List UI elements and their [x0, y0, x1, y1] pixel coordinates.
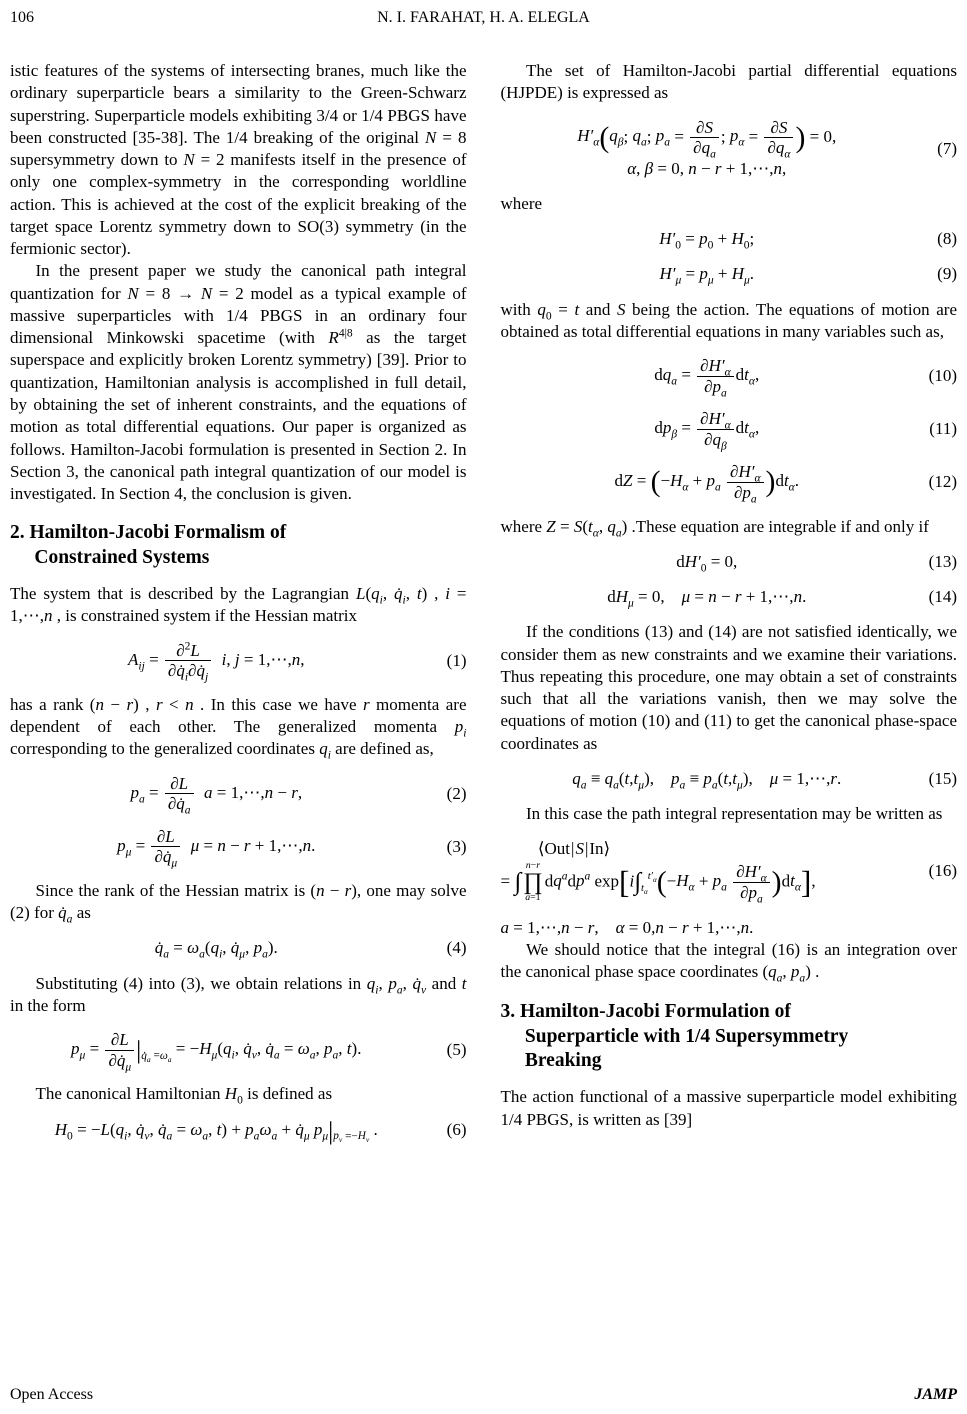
where-label: where [500, 193, 543, 213]
section-heading-line: 3. Hamilton-Jacobi Formulation of [500, 1000, 791, 1022]
left-column [10, 60, 467, 1154]
equation-body: $dH'_0 = 0$, [676, 551, 738, 575]
two-column-body [10, 60, 957, 1154]
equation-1 [10, 639, 467, 684]
equation-12 [501, 462, 958, 506]
paragraph: In this case the path integral representation may be written as [526, 804, 943, 824]
page-footer [10, 1385, 957, 1406]
equation-6 [10, 1115, 467, 1145]
equation-number: (12) [928, 472, 957, 492]
equation-number: (9) [937, 264, 957, 284]
page-number: 106 [10, 9, 34, 26]
equation-line: ⟨Out|S|In⟩ [537, 839, 611, 859]
equation-body: $q̇_a = \omega_a(q_i$, $q̇_\mu$, $p_a$). [154, 938, 278, 961]
equation-number: (10) [928, 366, 957, 386]
equation-body: $H'_0 = p_0 + H_0$; [659, 229, 755, 252]
open-access-label: Open Access [10, 1386, 94, 1404]
equation-10 [501, 356, 958, 400]
paragraph: The canonical Hamiltonian $H_0$ is defined as [35, 1084, 333, 1107]
equation-body: $p_a$ = $\frac{\partial L}{\partial q̇_a}$ a = 1,⋯,n − r, [130, 773, 303, 817]
equation-line: = ∫ n−r ∏ a=1 $dq^adp^a$ $\exp[i\int_{t_\alpha}^{t'_\alpha}(-H_\alpha + p_a$ $\frac{\partial H'_\alpha}{\partial p_a}$ )$dt_\alpha$], [500, 859, 816, 906]
paragraph: The system that is described by the Lagrangian $L(q_i$, $q̇_i$, t) , i = 1,⋯,n , is constrained system if the Hessian matrix [10, 584, 467, 626]
equation-body: dZ = ($-H_\alpha + p_a$ $\frac{\partial H'_\alpha}{\partial p_a}$ )$dt_\alpha$. [614, 462, 799, 506]
equation-16 [500, 838, 958, 906]
equation-body [500, 838, 914, 906]
equation-body: $dq_a$ = $\frac{\partial H'_\alpha}{\partial p_a}$ $dt_\alpha$, [654, 356, 760, 400]
equation-number: (14) [928, 587, 957, 607]
right-column [501, 60, 958, 1154]
equation-line: $H'_\alpha(q_\beta$; $q_a$; $p_a$ = $\frac{\partial S}{\partial q_a}$ ; $p_\alpha$ = $\frac{\partial S}{\partial q_\alpha}$ ) = 0, [577, 117, 837, 161]
equation-16-conditions: a = 1,⋯,n − r, α = 0,n − r + 1,⋯,n. [500, 917, 754, 937]
equation-number: (7) [937, 138, 957, 158]
equation-number: (4) [446, 938, 467, 958]
equation-number: (6) [446, 1119, 467, 1139]
equation-number: (16) [928, 860, 957, 880]
equation-number: (15) [928, 768, 957, 788]
equation-body: $H'_\mu = p_\mu + H_\mu$. [659, 264, 755, 287]
equation-body: $H_0 = -L(q_i$, $q̇_\nu$, $q̇_a = \omega_a$, $t) + p_a\omega_a$ + $q̇_\mu$ $p_\mu|_{p_\nu =-H_\nu}$ . [54, 1115, 378, 1145]
section-heading-line: Superparticle with 1/4 Supersymmetry [524, 1025, 849, 1047]
paragraph: The action functional of a massive superparticle model exhibiting 1/4 PBGS, is written as [39] [500, 1087, 957, 1129]
equation-number: (2) [446, 783, 467, 803]
section-heading-line: Breaking [524, 1050, 602, 1072]
equation-2 [10, 773, 467, 817]
equation-4 [10, 937, 467, 959]
paragraph: with $q_0 = t$ and S being the action. The equations of motion are obtained as total differential equations in many variables such as, [500, 299, 957, 341]
equation-body: $A_{ij}$ = $\frac{\partial^2L}{\partial q̇_i\partial q̇_j}$ i, j = 1,⋯,n, [128, 639, 305, 684]
running-authors: N. I. FARAHAT, H. A. ELEGLA [377, 9, 590, 26]
paragraph: has a rank (n − r) , r < n . In this case we have r momenta are dependent of each other. The generalized momenta $p_i$ corresponding to the generalized coordinates $q_i$ are defined as, [10, 694, 467, 762]
equation-11 [501, 409, 958, 453]
page-header [10, 8, 957, 34]
equation-number: (13) [928, 551, 957, 571]
equation-number: (5) [446, 1040, 467, 1060]
paragraph: If the conditions (13) and (14) are not satisfied identically, we consider them as new constraints and we examine their variations. Thus repeating this procedure, one may obtain a set of constraints such that all the variations vanish, then we may solve the equations of motion (10) and (11) to get the canonical phase-space coordinates as [500, 622, 957, 753]
equation-body: $q_a \equiv q_a(t,t_\mu)$, $p_a \equiv p_a(t,t_\mu)$, μ = 1,⋯,r. [572, 768, 842, 792]
equation-number: (11) [929, 419, 957, 439]
journal-abbreviation: JAMP [914, 1386, 957, 1404]
section-heading-3 [501, 1000, 958, 1075]
paragraph: where $Z = S(t_\alpha$, $q_a$) .These equation are integrable if and only if [500, 516, 929, 539]
section-heading-line: Constrained Systems [34, 547, 210, 569]
equation-8 [501, 228, 958, 250]
equation-body: $p_\mu$ = $\frac{\partial L}{\partial q̇_\mu}$ $|_{q̇_a =\omega_a} = -H_\mu(q_i$, $q̇_\nu$, $q̇_a = \omega_a$, $p_a$, t). [71, 1030, 362, 1074]
equation-body: $dH_\mu = 0$, μ = n − r + 1,⋯,n. [607, 587, 807, 610]
paragraph: istic features of the systems of intersecting branes, much like the ordinary superparticle bears a similarity to the Green-Schwarz superstring. Superparticle models exhibiting 3/4 or 1/4 PBGS have been constructed [35-38]. The 1/4 breaking of the original N = 8 supersymmetry down to N = 2 manifests itself in the presence of only one complex-symmetry in the corresponding worldline action. This is achieved at the cost of the explicit breaking of the target space Lorentz symmetry down to SO(3) symmetry (in the fermionic sector). [10, 61, 467, 259]
equation-body [501, 118, 914, 180]
equation-number: (1) [446, 650, 467, 670]
paragraph: Since the rank of the Hessian matrix is (n − r), one may solve (2) for $q̇_a$ as [10, 880, 467, 926]
equation-9 [501, 263, 958, 285]
equation-line: α, β = 0, n − r + 1,⋯,n, [627, 158, 787, 178]
equation-5 [10, 1030, 467, 1074]
equation-body: $p_\mu$ = $\frac{\partial L}{\partial q̇_\mu}$ μ = n − r + 1,⋯,n. [117, 826, 316, 870]
equation-7 [501, 118, 958, 180]
section-heading-2 [10, 521, 467, 571]
equation-number: (3) [446, 836, 467, 856]
equation-number: (8) [937, 229, 957, 249]
paragraph: We should notice that the integral (16) is an integration over the canonical phase space coordinates ($q_a$, $p_a$) . [500, 940, 957, 985]
equation-13 [501, 551, 958, 573]
equation-14 [501, 586, 958, 608]
paragraph: In the present paper we study the canonical path integral quantization for N = 8 → N = 2 model as a typical example of massive superparticles with 1/4 PBGS in an ordinary four dimensional Minkowski spacetime (with $R^{4|8}$ as the target superspace and explicitly broken Lorentz symmetry) [39]. Prior to quantization, Hamiltonian analysis is accomplished in full detail, by obtaining the set of inherent constraints, and the equations of motion as total differential equations. Our paper is organized as follows. Hamilton-Jacobi formulation is presented in Section 2. In Section 3, the canonical path integral quantization of our model is investigated. In Section 4, the conclusion is given. [10, 261, 467, 504]
paragraph: Substituting (4) into (3), we obtain relations in $q_i$, $p_a$, $q̇_\nu$ and t in the form [10, 973, 467, 1015]
equation-15 [501, 768, 958, 790]
section-heading-line: 2. Hamilton-Jacobi Formalism of [10, 522, 287, 544]
equation-3 [10, 826, 467, 870]
paragraph: The set of Hamilton-Jacobi partial differential equations (HJPDE) is expressed as [500, 61, 957, 103]
equation-body: $dp_\beta$ = $\frac{\partial H'_\alpha}{\partial q_\beta}$ $dt_\alpha$, [654, 409, 760, 453]
